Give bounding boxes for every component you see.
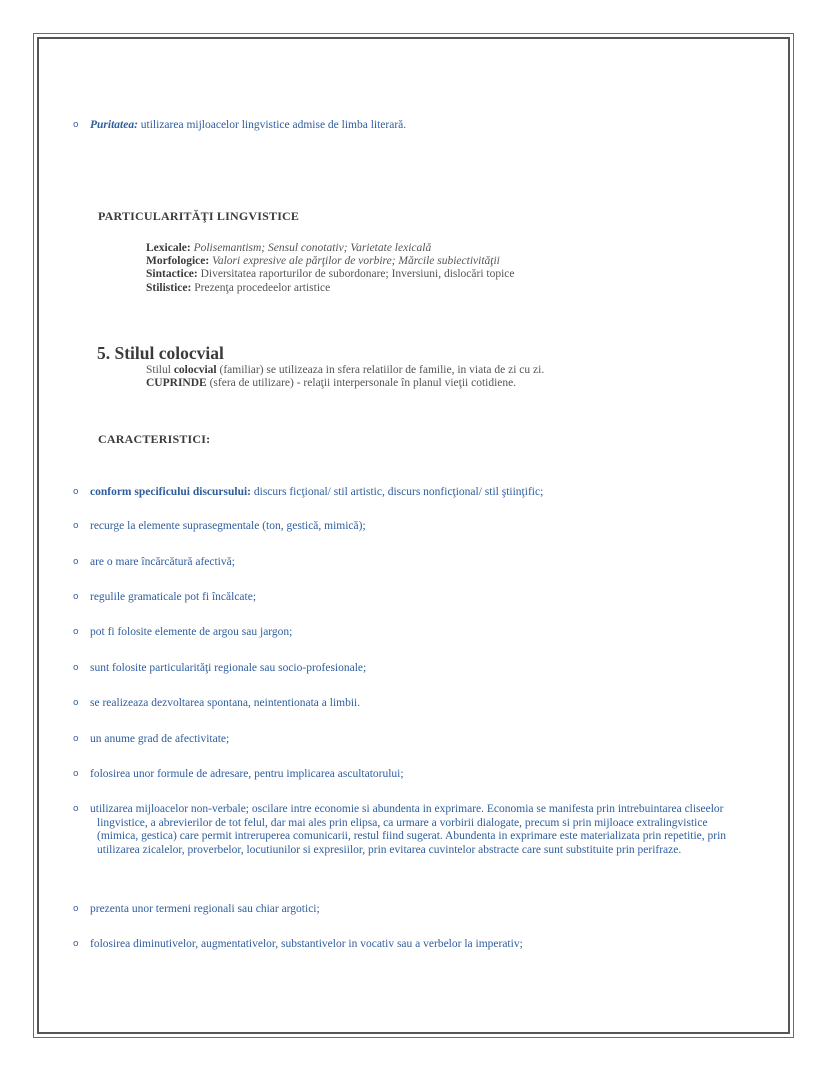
page-border-inner bbox=[37, 37, 790, 1034]
bullet-icon: o bbox=[73, 120, 79, 130]
list-item: o se realizeaza dezvoltarea spontana, neintentionata a limbii. bbox=[73, 697, 361, 709]
list-item: o un anume grad de afectivitate; bbox=[73, 733, 230, 745]
list-item: o pot fi folosite elemente de argou sau jargon; bbox=[73, 626, 293, 638]
puritatea-label: Puritatea: bbox=[90, 119, 138, 131]
bullet-icon: o bbox=[73, 698, 79, 708]
bullet-icon: o bbox=[73, 769, 79, 779]
bullet-icon: o bbox=[73, 557, 79, 567]
caracteristica-label: conform specificului discursului: bbox=[90, 486, 252, 498]
puritatea-text: utilizarea mijloacelor lingvistice admise de limba literară. bbox=[137, 119, 407, 131]
list-item: o utilizarea mijloacelor non-verbale; oscilare intre economie si abundenta in exprimare. Economia se manifesta prin intrebuintarea cliseelor lingvistice, a abrevierilor de tot felul, dar mai ales prin elipsa, ca urmare a vorbirii dialogate, precum si prin mijloace extralingvistice (mimica, gestica) care permit intreruperea comunicarii, restul fiind sugerat. Abundenta in exprimare este materializata prin repetitie, prin utilizarea zicalelor, proverbelor, locutiunilor si expresiilor, prin evitarea cuvintelor abstracte care sunt substituite prin perifraze. bbox=[73, 803, 727, 856]
bullet-icon: o bbox=[73, 627, 79, 637]
bullet-icon: o bbox=[73, 939, 79, 949]
list-item-puritatea bbox=[73, 119, 733, 133]
bullet-icon: o bbox=[73, 804, 79, 814]
particularitate-morfologice: Morfologice: Valori expresive ale părţilor de vorbire; Mărcile subiectivităţii bbox=[146, 255, 500, 268]
colocvial-line-2: CUPRINDE (sfera de utilizare) - relaţii interpersonale în planul vieţii cotidiene. bbox=[146, 377, 517, 390]
particularitate-lexicale: Lexicale: Polisemantism; Sensul conotativ; Varietate lexicală bbox=[146, 242, 432, 254]
bullet-icon: o bbox=[73, 592, 79, 602]
caracteristici-heading: CARACTERISTICI: bbox=[98, 432, 211, 446]
list-item: o prezenta unor termeni regionali sau chiar argotici; bbox=[73, 903, 320, 915]
bullet-icon: o bbox=[73, 487, 79, 497]
bullet-icon: o bbox=[73, 734, 79, 744]
list-item: o folosirea unor formule de adresare, pentru implicarea ascultatorului; bbox=[73, 768, 404, 780]
list-item: o folosirea diminutivelor, augmentativelor, substantivelor in vocativ sau a verbelor la imperativ; bbox=[73, 938, 523, 950]
list-item: o conform specificului discursului: discurs ficţional/ stil artistic, discurs nonficţional/ stil ştiinţific; bbox=[73, 486, 544, 498]
list-item: o recurge la elemente suprasegmentale (ton, gestică, mimică); bbox=[73, 520, 366, 532]
bullet-icon: o bbox=[73, 521, 79, 531]
list-item: o regulile gramaticale pot fi încălcate; bbox=[73, 591, 257, 603]
bullet-icon: o bbox=[73, 904, 79, 914]
bullet-icon: o bbox=[73, 663, 79, 673]
colocvial-line-1: Stilul colocvial (familiar) se utilizeaza in sfera relatiilor de familie, in viata de zi cu zi. bbox=[146, 364, 545, 376]
stil-colocvial-description bbox=[146, 364, 706, 391]
section-title-stil-colocvial: 5. Stilul colocvial bbox=[97, 343, 224, 363]
list-item: o are o mare încărcătură afectivă; bbox=[73, 556, 235, 568]
particularitati-list bbox=[146, 242, 666, 295]
particularitate-stilistice: Stilistice: Prezenţa procedeelor artistice bbox=[146, 281, 331, 294]
particularitati-heading: PARTICULARITĂŢI LINGVISTICE bbox=[98, 209, 300, 223]
particularitate-sintactice: Sintactice: Diversitatea raporturilor de subordonare; Inversiuni, dislocări topice bbox=[146, 268, 515, 281]
list-item: o sunt folosite particularităţi regionale sau socio-profesionale; bbox=[73, 662, 367, 674]
